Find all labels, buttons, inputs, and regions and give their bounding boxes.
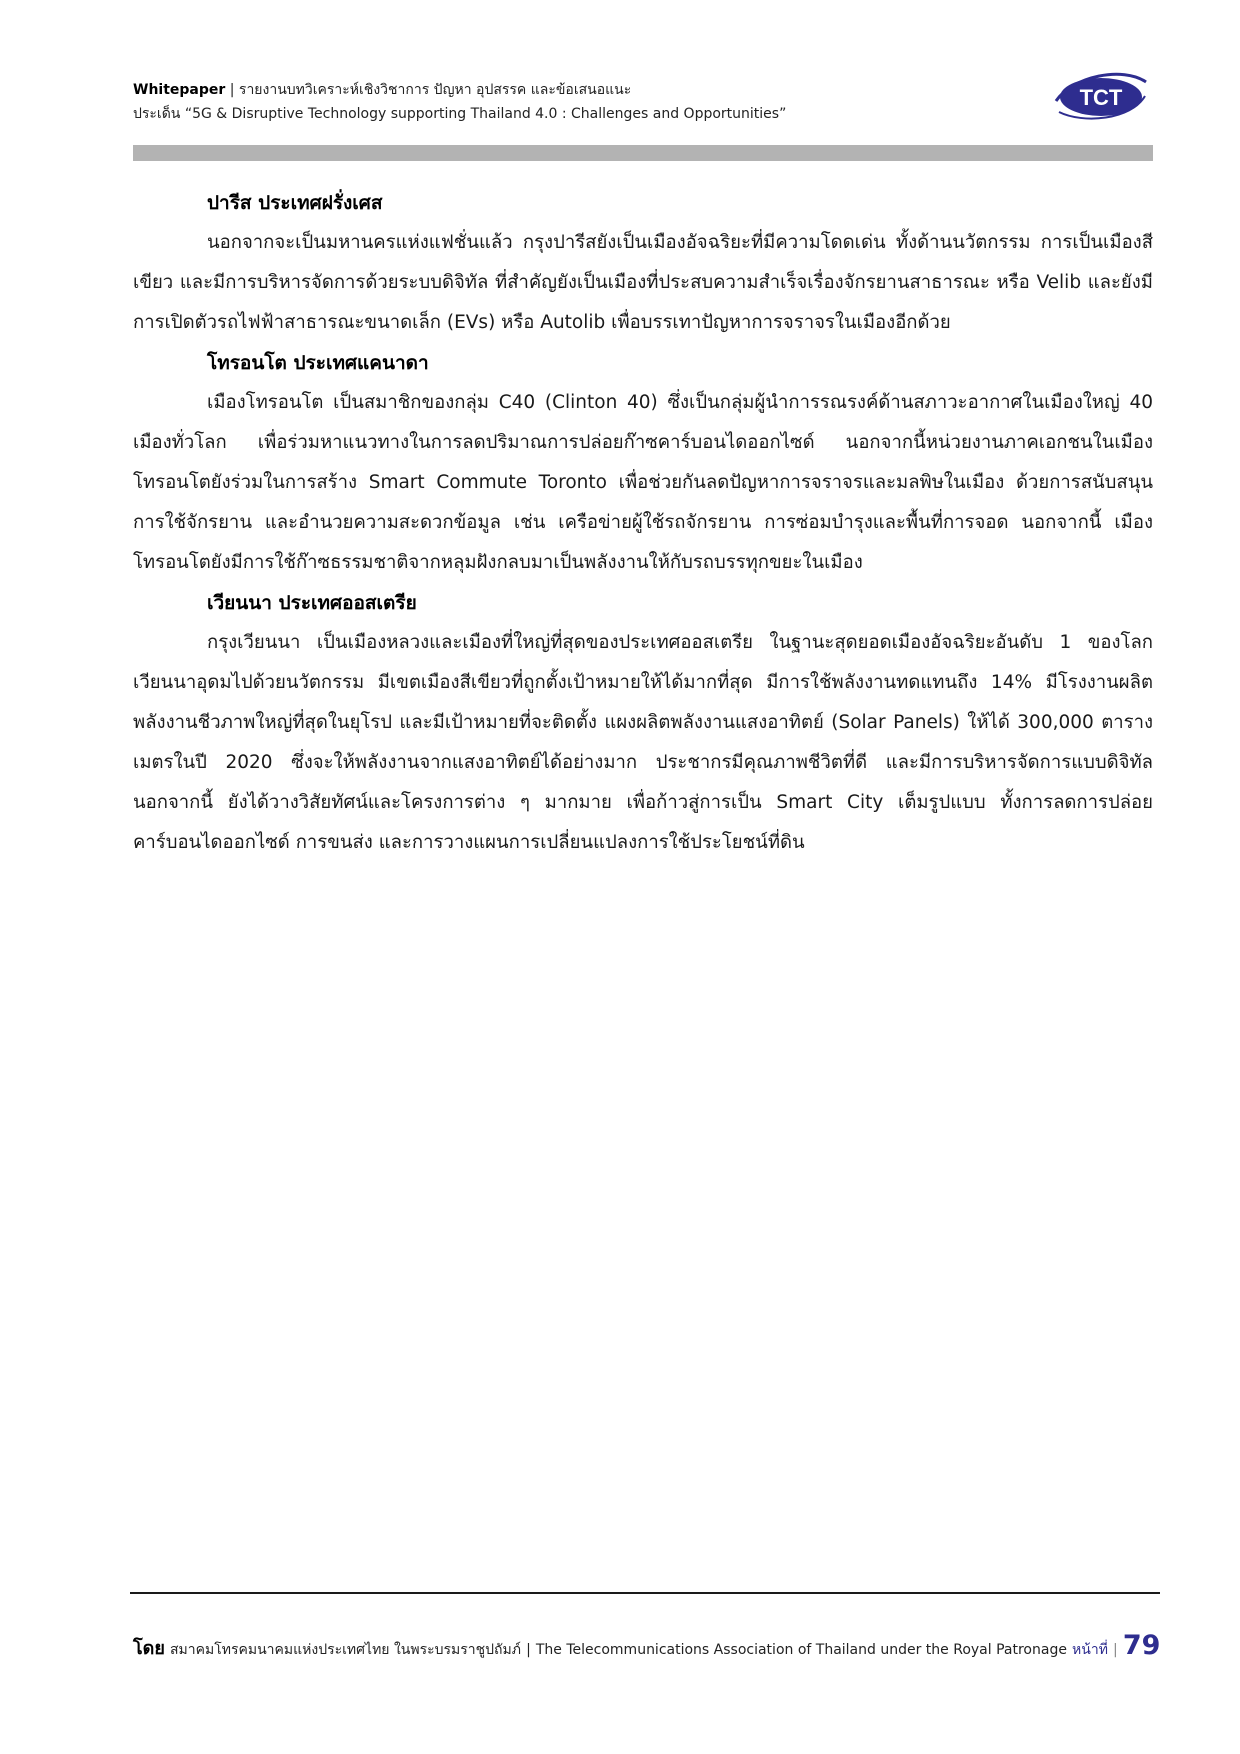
section-body: กรุงเวียนนา เป็นเมืองหลวงและเมืองที่ใหญ่ที่สุดของประเทศออสเตรีย ในฐานะสุดยอดเมืองอัจฉริยะอันดับ 1 ของโลก เวียนนาอุดมไปด้วยนวัตกรรม มีเขตเมืองสีเขียวที่ถูกตั้งเป้าหมายให้ได้มากที่สุด มีการใช้พลังงานทดแทนถึง 14% มีโรงงานผลิตพลังงานชีวภาพใหญ่ที่สุดในยุโรป และมีเป้าหมายที่จะติดตั้ง แผงผลิตพลังงานแสงอาทิตย์ (Solar Panels) ให้ได้ 300,000 ตารางเมตรในปี 2020 ซึ่งจะให้พลังงานจากแสงอาทิตย์ได้อย่างมาก ประชากรมีคุณภาพชีวิตที่ดี และมีการบริหารจัดการแบบดิจิทัล นอกจากนี้ ยังได้วางวิสัยทัศน์และโครงการต่าง ๆ มากมาย เพื่อก้าวสู่การเป็น Smart City เต็มรูปแบบ ทั้งการลดการปล่อยคาร์บอนไดออกไซด์ การขนส่ง และการวางแผนการเปลี่ยนแปลงการใช้ประโยชน์ที่ดิน	[133, 632, 1153, 853]
section-body: เมืองโทรอนโต เป็นสมาชิกของกลุ่ม C40 (Clinton 40) ซึ่งเป็นกลุ่มผู้นำการรณรงค์ด้านสภาวะอากาศในเมืองใหญ่ 40 เมืองทั่วโลก เพื่อร่วมหาแนวทางในการลดปริมาณการปล่อยก๊าซคาร์บอนไดออกไซด์ นอกจากนี้หน่วยงานภาคเอกชนในเมืองโทรอนโตยังร่วมในการสร้าง Smart Commute Toronto เพื่อช่วยกันลดปัญหาการจราจรและมลพิษในเมือง ด้วยการสนับสนุนการใช้จักรยาน และอำนวยความสะดวกข้อมูล เช่น เครือข่ายผู้ใช้รถจักรยาน การซ่อมบำรุงและพื้นที่การจอด นอกจากนี้ เมืองโทรอนโตยังมีการใช้ก๊าซธรรมชาติจากหลุมฝังกลบมาเป็นพลังงานให้กับรถบรรทุกขยะในเมือง	[133, 392, 1153, 573]
footer-org-th: สมาคมโทรคมนาคมแห่งประเทศไทย ในพระบรมราชูปถัมภ์	[170, 1642, 521, 1658]
section-heading: เวียนนา ประเทศออสเตรีย	[207, 592, 417, 614]
footer-org-en: The Telecommunications Association of Thailand under the Royal Patronage	[535, 1642, 1067, 1658]
page-header	[133, 78, 1153, 126]
footer-by: โดย	[133, 1638, 165, 1659]
header-title-line	[133, 78, 1153, 102]
header-title: รายงานบทวิเคราะห์เชิงวิชาการ ปัญหา อุปสรรค และข้อเสนอแนะ	[238, 82, 632, 98]
footer-page-label: หน้าที่	[1072, 1642, 1108, 1658]
footer-separator: |	[526, 1642, 531, 1658]
header-subtitle: ประเด็น “5G & Disruptive Technology supporting Thailand 4.0 : Challenges and Opportunities”	[133, 106, 787, 122]
tct-logo	[1053, 68, 1149, 126]
page-footer	[133, 1630, 1161, 1670]
main-content	[133, 183, 1153, 863]
logo-text: TCT	[1079, 85, 1123, 110]
footer-divider	[130, 1592, 1160, 1594]
header-separator: |	[229, 82, 235, 98]
section-body: นอกจากจะเป็นมหานครแห่งแฟชั่นแล้ว กรุงปารีสยังเป็นเมืองอัจฉริยะที่มีความโดดเด่น ทั้งด้านนวัตกรรม การเป็นเมืองสีเขียว และมีการบริหารจัดการด้วยระบบดิจิทัล ที่สำคัญยังเป็นเมืองที่ประสบความสำเร็จเรื่องจักรยานสาธารณะ หรือ Velib และยังมีการเปิดตัวรถไฟฟ้าสาธารณะขนาดเล็ก (EVs) หรือ Autolib เพื่อบรรเทาปัญหาการจราจรในเมืองอีกด้วย	[133, 232, 1153, 333]
footer-page-separator: |	[1113, 1642, 1118, 1658]
section-heading: ปารีส ประเทศฝรั่งเศส	[207, 192, 383, 214]
section-toronto	[133, 343, 1153, 583]
section-vienna	[133, 583, 1153, 863]
section-paris	[133, 183, 1153, 343]
section-heading: โทรอนโต ประเทศแคนาดา	[207, 352, 429, 374]
header-label: Whitepaper	[133, 82, 226, 98]
header-divider-bar	[133, 145, 1153, 161]
page-number: 79	[1122, 1630, 1161, 1661]
